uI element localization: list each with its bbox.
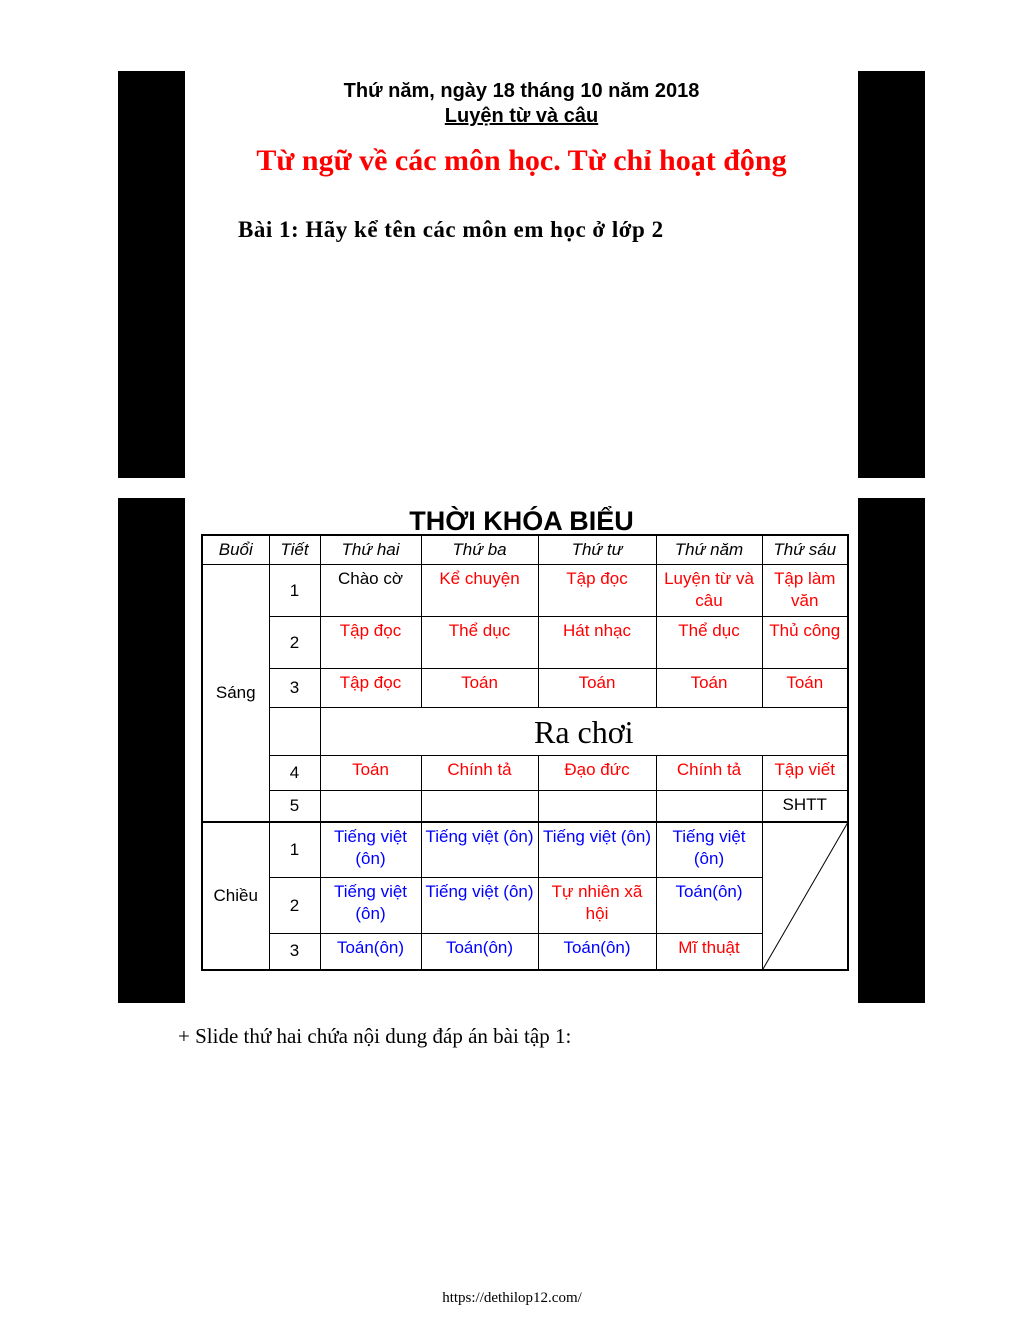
subject-cell: Tiếng việt (ôn) — [421, 878, 538, 934]
period-number: 1 — [269, 822, 320, 878]
subject-cell: Tập đọc — [320, 669, 421, 708]
session-afternoon: Chiều — [202, 822, 269, 970]
subject-cell — [421, 791, 538, 822]
subject-cell: Toán — [656, 669, 762, 708]
subject-cell: Kể chuyện — [421, 565, 538, 617]
timetable — [201, 534, 849, 971]
subject-cell: Toán(ôn) — [656, 878, 762, 934]
break-period-empty — [269, 708, 320, 756]
subject-cell: Toán — [421, 669, 538, 708]
timetable-row — [202, 669, 848, 708]
timetable-row — [202, 878, 848, 934]
period-number: 2 — [269, 878, 320, 934]
timetable-row — [202, 565, 848, 617]
subject-cell: SHTT — [762, 791, 848, 822]
lesson-date: Thứ năm, ngày 18 tháng 10 năm 2018 — [343, 80, 700, 102]
subject-cell: Tiếng việt (ôn) — [320, 822, 421, 878]
subject-cell: Tập làm văn — [762, 565, 848, 617]
lesson-subject-text: Luyện từ và câu — [444, 105, 599, 127]
caption: + Slide thứ hai chứa nội dung đáp án bài tập 1: — [178, 1024, 572, 1048]
slide-left-bar — [118, 71, 185, 478]
timetable-row — [202, 822, 848, 878]
footer-url: https://dethilop12.com/ — [442, 1290, 582, 1306]
subject-cell — [538, 791, 656, 822]
subject-cell: Mĩ thuật — [656, 934, 762, 970]
header-period: Tiết — [269, 535, 320, 565]
header-session: Buổi — [202, 535, 269, 565]
friday-afternoon-empty-cell — [762, 822, 848, 970]
subject-cell: Chính tả — [656, 756, 762, 791]
slide-left-bar — [118, 498, 185, 1003]
subject-cell — [656, 791, 762, 822]
subject-cell — [320, 791, 421, 822]
header-thursday: Thứ năm — [656, 535, 762, 565]
timetable-header-row — [202, 535, 848, 565]
subject-cell: Toán — [762, 669, 848, 708]
subject-cell: Chính tả — [421, 756, 538, 791]
slide-right-bar — [858, 498, 925, 1003]
period-number: 4 — [269, 756, 320, 791]
header-monday: Thứ hai — [320, 535, 421, 565]
break-row — [202, 708, 848, 756]
session-morning: Sáng — [202, 565, 269, 822]
timetable-title: THỜI KHÓA BIỂU — [409, 506, 634, 536]
header-tuesday: Thứ ba — [421, 535, 538, 565]
timetable-row — [202, 791, 848, 822]
timetable-row — [202, 756, 848, 791]
subject-cell: Tiếng việt (ôn) — [320, 878, 421, 934]
slide-right-bar — [858, 71, 925, 478]
period-number: 5 — [269, 791, 320, 822]
period-number: 1 — [269, 565, 320, 617]
subject-cell: Thể dục — [421, 617, 538, 669]
period-number: 3 — [269, 934, 320, 970]
header-wednesday: Thứ tư — [538, 535, 656, 565]
subject-cell: Luyện từ và câu — [656, 565, 762, 617]
exercise-1: Bài 1: Hãy kể tên các môn em học ở lớp 2 — [238, 217, 664, 242]
timetable-row — [202, 934, 848, 970]
subject-cell: Toán(ôn) — [320, 934, 421, 970]
subject-cell: Thủ công — [762, 617, 848, 669]
subject-cell: Tự nhiên xã hội — [538, 878, 656, 934]
slide-1 — [118, 71, 925, 478]
subject-cell: Tập đọc — [320, 617, 421, 669]
subject-cell: Tập đọc — [538, 565, 656, 617]
timetable-row — [202, 617, 848, 669]
slide-2 — [118, 498, 925, 1003]
lesson-subject — [185, 105, 858, 128]
header-friday: Thứ sáu — [762, 535, 848, 565]
diagonal-line — [763, 823, 848, 969]
subject-cell: Tiếng việt (ôn) — [421, 822, 538, 878]
subject-cell: Toán — [538, 669, 656, 708]
lesson-title: Từ ngữ về các môn học. Từ chỉ hoạt động — [256, 144, 787, 177]
period-number: 2 — [269, 617, 320, 669]
subject-cell: Tiếng việt (ôn) — [656, 822, 762, 878]
subject-cell: Toán(ôn) — [421, 934, 538, 970]
subject-cell: Hát nhạc — [538, 617, 656, 669]
subject-cell: Thể dục — [656, 617, 762, 669]
subject-cell: Đạo đức — [538, 756, 656, 791]
break-label: Ra chơi — [320, 708, 848, 756]
subject-cell: Toán(ôn) — [538, 934, 656, 970]
subject-cell: Tiếng việt (ôn) — [538, 822, 656, 878]
subject-cell: Toán — [320, 756, 421, 791]
subject-cell: Chào cờ — [320, 565, 421, 617]
period-number: 3 — [269, 669, 320, 708]
subject-cell: Tập viết — [762, 756, 848, 791]
